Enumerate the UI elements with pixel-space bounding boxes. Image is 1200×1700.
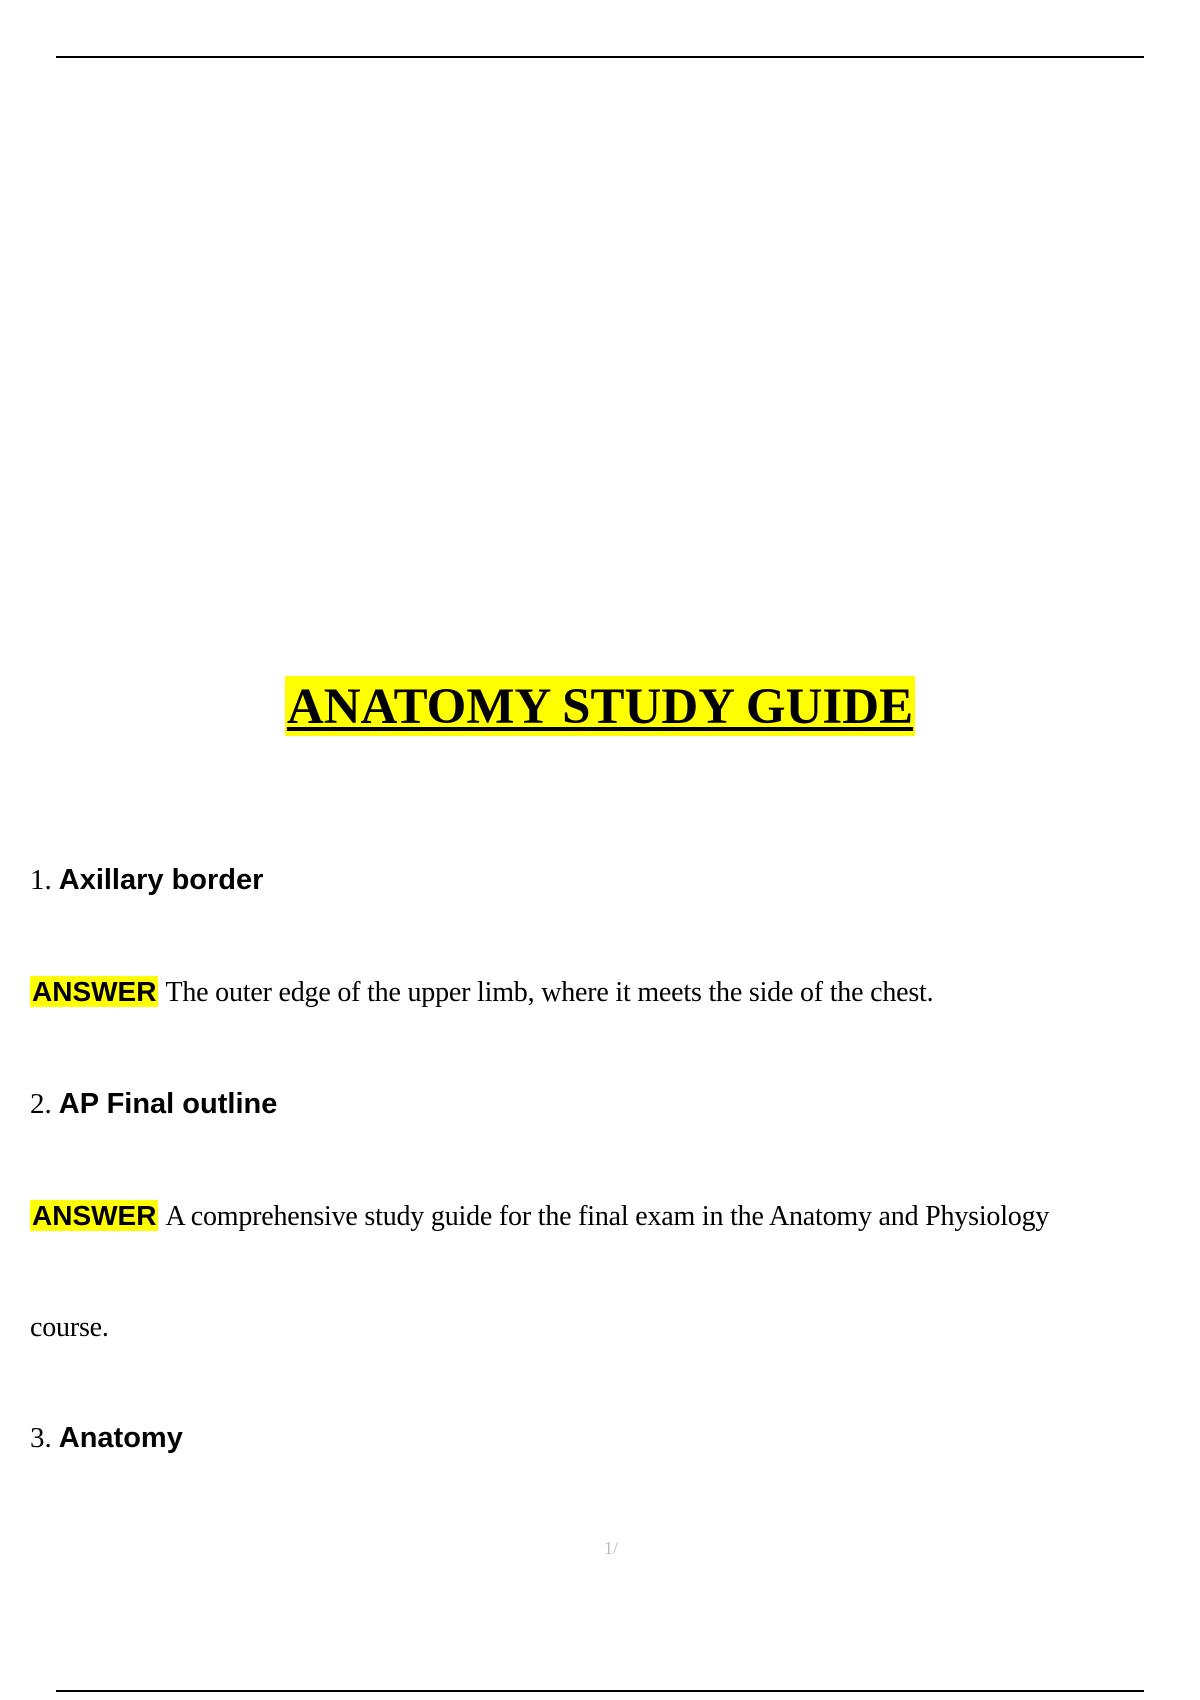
header-rule	[56, 56, 1144, 58]
question-2	[30, 1086, 277, 1123]
page-number: 1/	[603, 1538, 618, 1558]
answer-2-continuation	[30, 1310, 109, 1346]
title-container	[0, 676, 1200, 736]
document-title: ANATOMY STUDY GUIDE	[285, 676, 915, 736]
answer-text: A comprehensive study guide for the final exam in the Anatomy and Physiology	[165, 1201, 1050, 1232]
footer-rule	[56, 1690, 1144, 1692]
question-number: 1.	[30, 864, 52, 896]
question-number: 2.	[30, 1088, 52, 1120]
question-1	[30, 862, 263, 899]
answer-1	[30, 974, 933, 1011]
answer-text: course.	[30, 1312, 109, 1343]
question-text: AP Final outline	[58, 1088, 278, 1120]
answer-label: ANSWER	[32, 976, 157, 1007]
question-text: Axillary border	[58, 864, 264, 896]
answer-2	[30, 1198, 1049, 1235]
question-text: Anatomy	[58, 1422, 183, 1454]
question-3	[30, 1420, 183, 1457]
question-number: 3.	[30, 1422, 52, 1454]
answer-text: The outer edge of the upper limb, where it meets the side of the chest.	[165, 977, 934, 1008]
answer-label: ANSWER	[32, 1200, 157, 1231]
